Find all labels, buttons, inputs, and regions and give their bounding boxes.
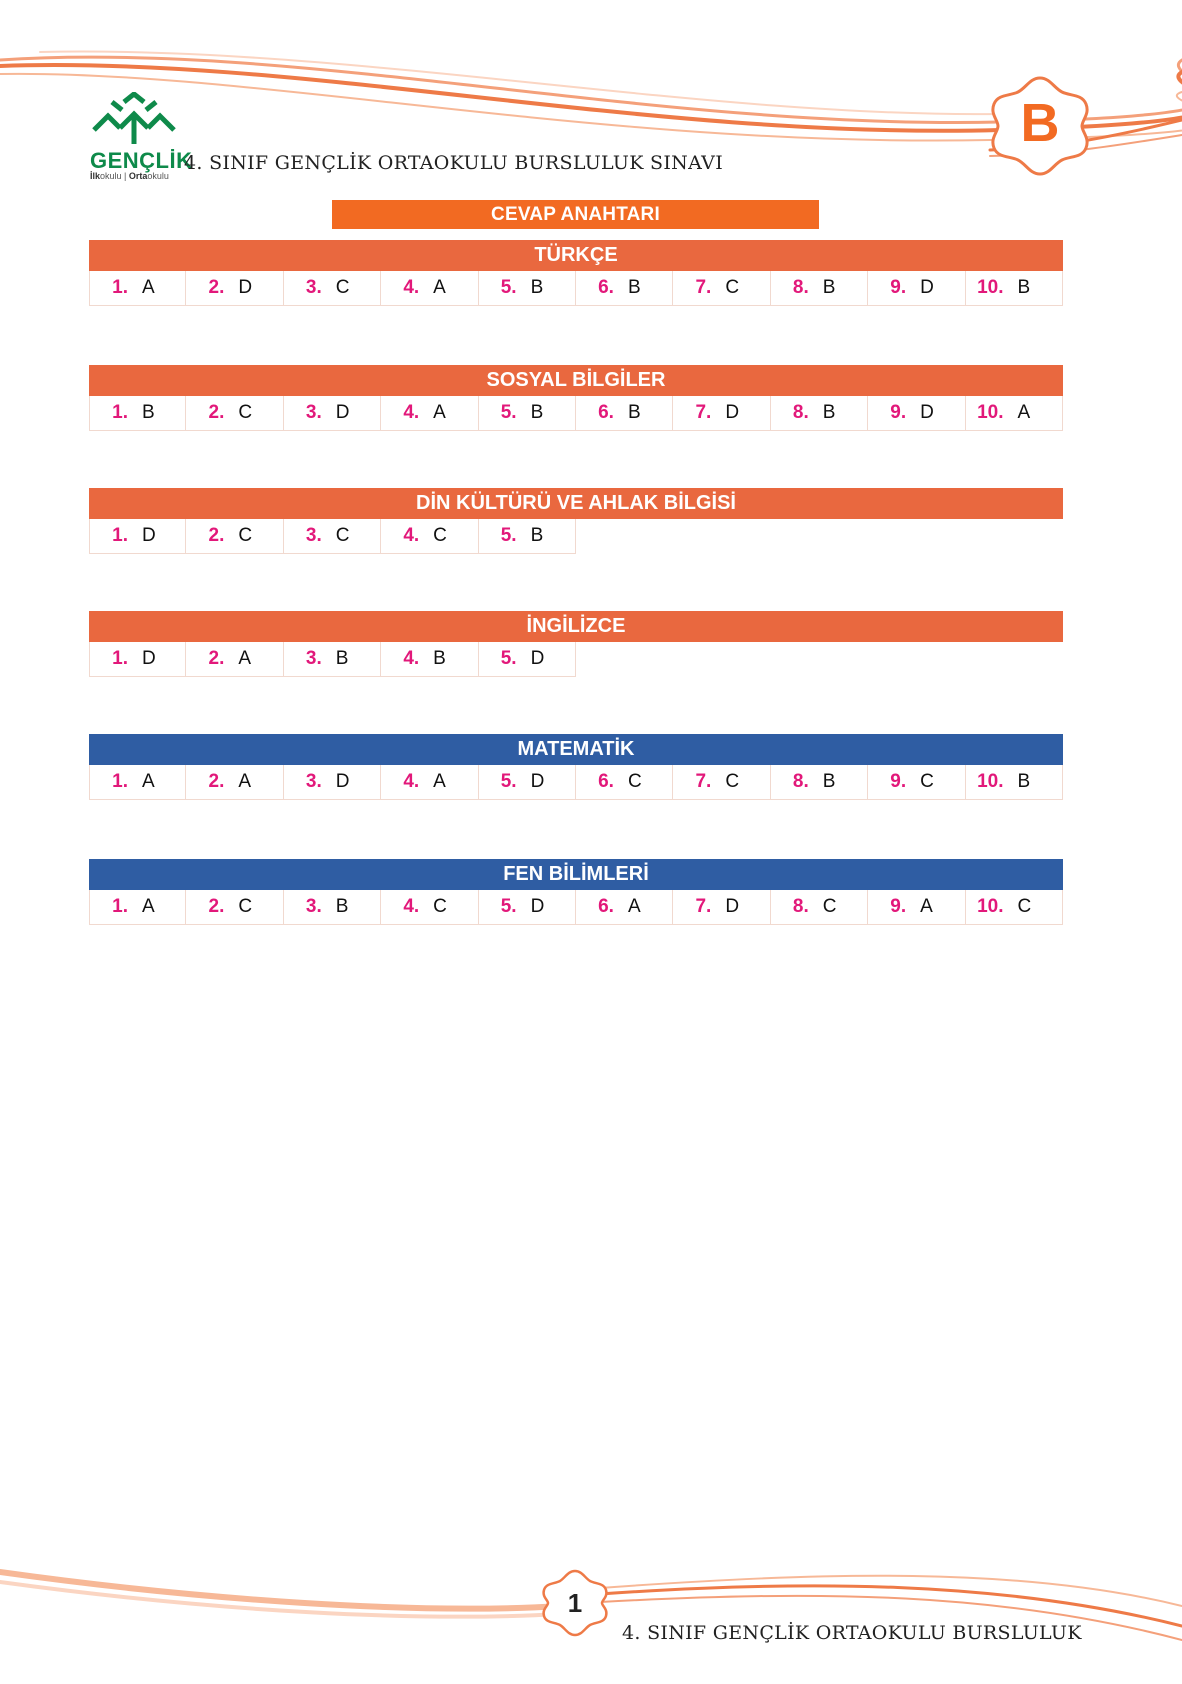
question-number: 10. <box>977 896 1004 917</box>
answer-cell <box>89 271 186 305</box>
question-number: 5. <box>500 771 517 792</box>
question-number: 3. <box>305 771 322 792</box>
answer-choice: D <box>335 402 350 423</box>
section-title: FEN BİLİMLERİ <box>89 859 1063 890</box>
question-number: 1. <box>112 277 128 298</box>
answer-cell <box>479 642 576 676</box>
answer-choice: D <box>530 896 545 917</box>
answer-key-banner: CEVAP ANAHTARI <box>332 200 819 229</box>
question-number: 4. <box>403 896 420 917</box>
answer-choice: A <box>142 896 155 917</box>
section-title: İNGİLİZCE <box>89 611 1063 642</box>
answer-choice: B <box>142 402 155 423</box>
answer-row <box>89 890 1063 925</box>
answer-choice: A <box>433 771 446 792</box>
answer-cell <box>186 765 283 799</box>
page-number: 1 <box>567 1588 583 1618</box>
answer-choice: B <box>1017 771 1031 792</box>
answer-cell <box>284 765 381 799</box>
question-number: 9. <box>890 277 907 298</box>
answer-section <box>89 365 1063 431</box>
answer-choice: B <box>335 896 349 917</box>
question-number: 1. <box>112 771 128 792</box>
answer-choice: B <box>530 525 544 546</box>
question-number: 6. <box>598 402 614 423</box>
question-number: 7. <box>695 277 712 298</box>
answer-cell <box>673 765 770 799</box>
answer-choice: B <box>530 402 544 423</box>
question-number: 4. <box>403 277 420 298</box>
answer-row <box>89 396 1063 431</box>
genclik-logo-icon <box>90 92 180 148</box>
question-number: 1. <box>112 525 128 546</box>
question-number: 4. <box>403 648 420 669</box>
answer-cell <box>381 890 478 924</box>
logo-subtitle: İlkokulu | Ortaokulu <box>90 171 169 181</box>
question-number: 5. <box>500 525 517 546</box>
answer-choice: C <box>822 896 837 917</box>
answer-cell <box>576 890 673 924</box>
answer-choice: C <box>725 771 740 792</box>
answer-choice: B <box>822 771 836 792</box>
answer-cell <box>479 271 576 305</box>
question-number: 3. <box>305 648 322 669</box>
answer-choice: C <box>238 525 253 546</box>
answer-choice: D <box>238 277 253 298</box>
answer-cell <box>966 271 1063 305</box>
section-title: DİN KÜLTÜRÜ VE AHLAK BİLGİSİ <box>89 488 1063 519</box>
answer-cell <box>284 271 381 305</box>
question-number: 10. <box>977 771 1004 792</box>
answer-choice: B <box>627 277 641 298</box>
question-number: 2. <box>208 277 225 298</box>
answer-choice: B <box>433 648 446 669</box>
footer-title: 4. SINIF GENÇLİK ORTAOKULU BURSLULUK <box>622 1622 1082 1644</box>
question-number: 8. <box>792 277 809 298</box>
answer-choice: C <box>433 525 447 546</box>
answer-cell <box>868 271 965 305</box>
answer-cell <box>381 642 478 676</box>
question-number: 5. <box>500 648 517 669</box>
answer-choice: D <box>530 648 545 669</box>
question-number: 7. <box>695 896 712 917</box>
question-number: 5. <box>500 277 517 298</box>
answer-cell <box>381 396 478 430</box>
answer-section <box>89 734 1063 800</box>
question-number: 2. <box>208 525 225 546</box>
answer-choice: D <box>142 648 156 669</box>
answer-row <box>89 519 576 554</box>
answer-cell <box>673 890 770 924</box>
answer-cell <box>673 271 770 305</box>
answer-cell <box>284 890 381 924</box>
answer-choice: A <box>433 277 446 298</box>
answer-choice: A <box>238 648 252 669</box>
answer-choice: A <box>627 896 641 917</box>
question-number: 8. <box>792 402 809 423</box>
answer-cell <box>771 890 868 924</box>
answer-choice: C <box>238 896 253 917</box>
answer-choice: A <box>433 402 446 423</box>
question-number: 1. <box>112 648 128 669</box>
answer-cell <box>89 396 186 430</box>
answer-choice: C <box>335 277 350 298</box>
logo-wordmark: GENÇLİK <box>90 148 193 173</box>
answer-choice: D <box>725 402 740 423</box>
answer-cell <box>186 890 283 924</box>
answer-cell <box>479 396 576 430</box>
answer-cell <box>966 396 1063 430</box>
question-number: 8. <box>792 771 809 792</box>
question-number: 2. <box>208 771 225 792</box>
answer-choice: C <box>725 277 740 298</box>
answer-choice: B <box>530 277 544 298</box>
question-number: 10. <box>977 402 1004 423</box>
answer-cell <box>381 271 478 305</box>
answer-choice: A <box>920 896 933 917</box>
question-number: 5. <box>500 896 517 917</box>
question-number: 9. <box>890 771 907 792</box>
answer-cell <box>479 890 576 924</box>
answer-choice: C <box>335 525 350 546</box>
answer-cell <box>89 890 186 924</box>
answer-row <box>89 642 576 677</box>
question-number: 5. <box>500 402 517 423</box>
answer-row <box>89 271 1063 306</box>
answer-choice: B <box>627 402 641 423</box>
question-number: 7. <box>695 771 712 792</box>
question-number: 9. <box>890 402 907 423</box>
question-number: 6. <box>598 896 614 917</box>
answer-cell <box>284 519 381 553</box>
question-number: 3. <box>305 525 322 546</box>
section-title: SOSYAL BİLGİLER <box>89 365 1063 396</box>
question-number: 6. <box>598 771 614 792</box>
answer-choice: D <box>142 525 156 546</box>
answer-choice: D <box>530 771 545 792</box>
answer-cell <box>284 642 381 676</box>
section-title: TÜRKÇE <box>89 240 1063 271</box>
answer-cell <box>771 396 868 430</box>
exam-title: 4. SINIF GENÇLİK ORTAOKULU BURSLULUK SINAVI <box>184 152 724 174</box>
question-number: 9. <box>890 896 907 917</box>
question-number: 2. <box>208 648 225 669</box>
answer-choice: B <box>822 277 836 298</box>
answer-cell <box>966 890 1063 924</box>
answer-choice: C <box>627 771 642 792</box>
answer-cell <box>186 396 283 430</box>
question-number: 4. <box>403 402 420 423</box>
question-number: 3. <box>305 402 322 423</box>
answer-choice: C <box>1017 896 1032 917</box>
answer-choice: C <box>920 771 934 792</box>
answer-cell <box>89 519 186 553</box>
answer-cell <box>89 765 186 799</box>
question-number: 2. <box>208 896 225 917</box>
answer-cell <box>186 271 283 305</box>
section-title: MATEMATİK <box>89 734 1063 765</box>
answer-cell <box>89 642 186 676</box>
answer-cell <box>771 271 868 305</box>
answer-cell <box>186 642 283 676</box>
answer-choice: D <box>920 402 934 423</box>
question-number: 3. <box>305 277 322 298</box>
answer-choice: A <box>1017 402 1031 423</box>
answer-cell <box>479 519 576 553</box>
answer-cell <box>576 765 673 799</box>
answer-cell <box>284 396 381 430</box>
answer-choice: B <box>335 648 349 669</box>
question-number: 4. <box>403 771 420 792</box>
answer-row <box>89 765 1063 800</box>
answer-section <box>89 611 1063 677</box>
answer-choice: A <box>238 771 252 792</box>
question-number: 6. <box>598 277 614 298</box>
question-number: 1. <box>112 402 128 423</box>
answer-choice: D <box>920 277 934 298</box>
answer-choice: C <box>433 896 447 917</box>
answer-choice: A <box>142 771 155 792</box>
question-number: 8. <box>792 896 809 917</box>
answer-cell <box>673 396 770 430</box>
answer-section <box>89 240 1063 306</box>
question-number: 3. <box>305 896 322 917</box>
answer-cell <box>868 765 965 799</box>
answer-cell <box>186 519 283 553</box>
answer-cell <box>868 396 965 430</box>
question-number: 4. <box>403 525 420 546</box>
answer-cell <box>381 765 478 799</box>
question-number: 1. <box>112 896 128 917</box>
answer-cell <box>771 765 868 799</box>
answer-cell <box>966 765 1063 799</box>
answer-choice: D <box>335 771 350 792</box>
answer-section <box>89 859 1063 925</box>
answer-choice: B <box>1017 277 1031 298</box>
answer-cell <box>576 271 673 305</box>
question-number: 10. <box>977 277 1004 298</box>
answer-section <box>89 488 1063 554</box>
answer-choice: B <box>822 402 836 423</box>
question-number: 7. <box>695 402 712 423</box>
booklet-letter: B <box>1020 93 1060 153</box>
answer-cell <box>868 890 965 924</box>
answer-cell <box>576 396 673 430</box>
answer-choice: D <box>725 896 740 917</box>
question-number: 2. <box>208 402 225 423</box>
answer-choice: A <box>142 277 155 298</box>
answer-cell <box>479 765 576 799</box>
answer-cell <box>381 519 478 553</box>
answer-choice: C <box>238 402 253 423</box>
